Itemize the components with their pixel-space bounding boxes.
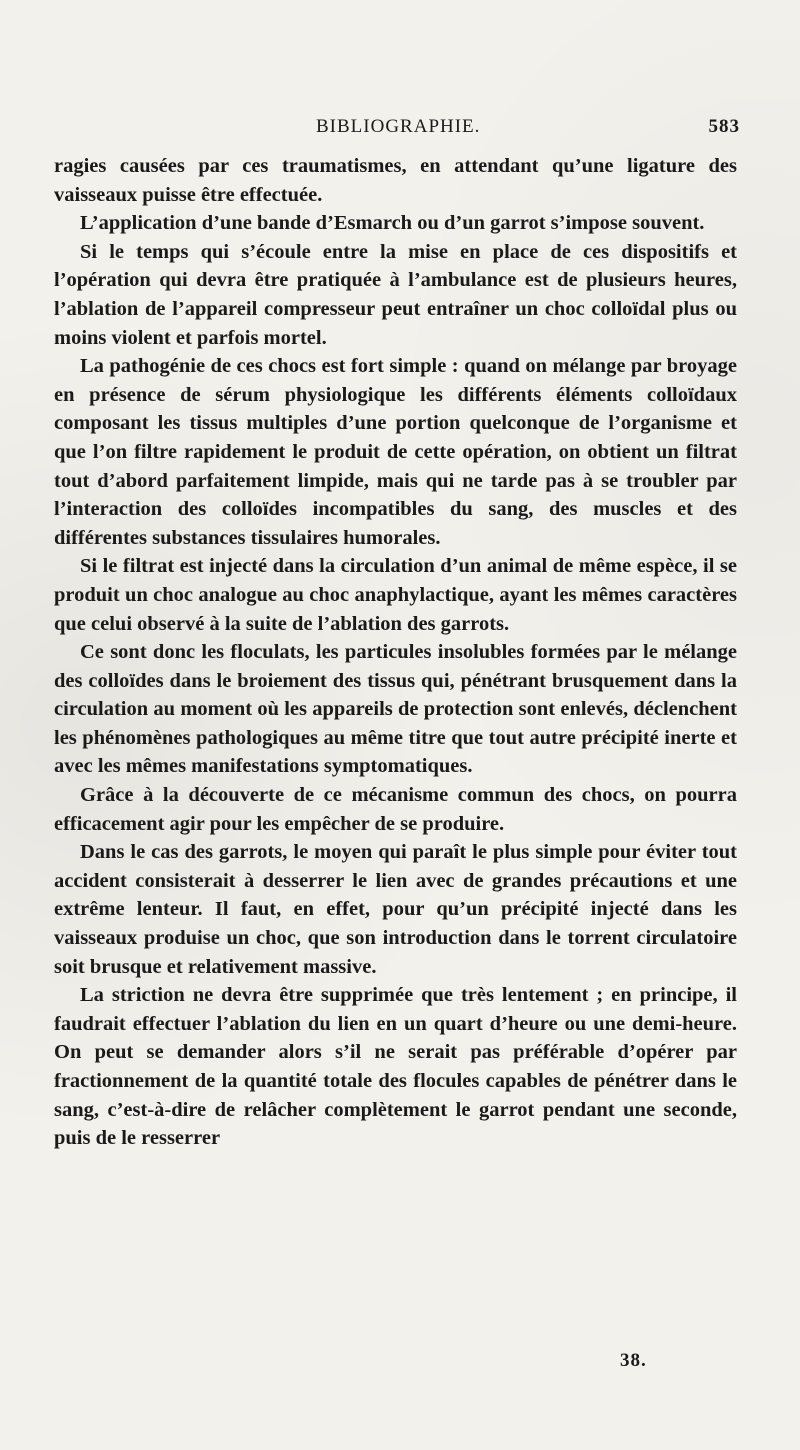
paragraph-4: La pathogénie de ces chocs est fort simple : quand on mélange par broyage en présence de sérum physiologique les différents éléments colloïdaux composant les tissus multiples d’une portion quelconque de l’organisme et que l’on filtre rapidement le produit de cette opération, on obtient un filtrat tout d’abord parfaitement limpide, mais qui ne tarde pas à se troubler par l’interaction des colloïdes incompatibles du sang, des muscles et des différentes substances tissulaires humorales.: [54, 355, 737, 549]
running-title: BIBLIOGRAPHIE.: [316, 116, 481, 137]
page-header: [54, 116, 740, 146]
paragraph-8: Dans le cas des garrots, le moyen qui paraît le plus simple pour éviter tout accident consisterait à desserrer le lien avec de grandes précautions et une extrême lenteur. Il faut, en effet, pour qu’un précipité injecté dans les vaisseaux produise un choc, que son introduction dans le torrent circulatoire soit brusque et relativement massive.: [54, 841, 737, 978]
body-text: [54, 152, 737, 1153]
page-number: 583: [708, 116, 740, 137]
signature-mark: 38.: [620, 1350, 647, 1371]
paragraph-6: Ce sont donc les floculats, les particules insolubles formées par le mélange des colloïdes dans le broiement des tissus qui, pénétrant brusquement dans la circulation au moment où les appareils de protection sont enlevés, déclenchent les phénomènes pathologiques au même titre que tout autre précipité inerte et avec les mêmes manifestations symptomatiques.: [54, 641, 737, 778]
paragraph-1: ragies causées par ces traumatismes, en attendant qu’une ligature des vaisseaux puisse être effectuée.: [54, 155, 737, 206]
paragraph-3: Si le temps qui s’écoule entre la mise en place de ces dispositifs et l’opération qui devra être pratiquée à l’ambulance est de plusieurs heures, l’ablation de l’appareil compresseur peut entraîner un choc colloïdal plus ou moins violent et parfois mortel.: [54, 240, 737, 349]
paragraph-7: Grâce à la découverte de ce mécanisme commun des chocs, on pourra efficacement agir pour les empêcher de se produire.: [54, 784, 737, 835]
paragraph-5: Si le filtrat est injecté dans la circulation d’un animal de même espèce, il se produit un choc analogue au choc anaphylactique, ayant les mêmes caractères que celui observé à la suite de l’ablation des garrots.: [54, 555, 737, 635]
paragraph-9: La striction ne devra être supprimée que très lentement ; en principe, il faudrait effectuer l’ablation du lien en un quart d’heure ou une demi-heure. On peut se demander alors s’il ne serait pas préférable d’opérer par fractionnement de la quantité totale des flocules capables de pénétrer dans le sang, c’est-à-dire de relâcher complètement le garrot pendant une seconde, puis de le resserrer: [54, 984, 737, 1150]
paragraph-2: L’application d’une bande d’Esmarch ou d’un garrot s’impose souvent.: [80, 212, 705, 235]
